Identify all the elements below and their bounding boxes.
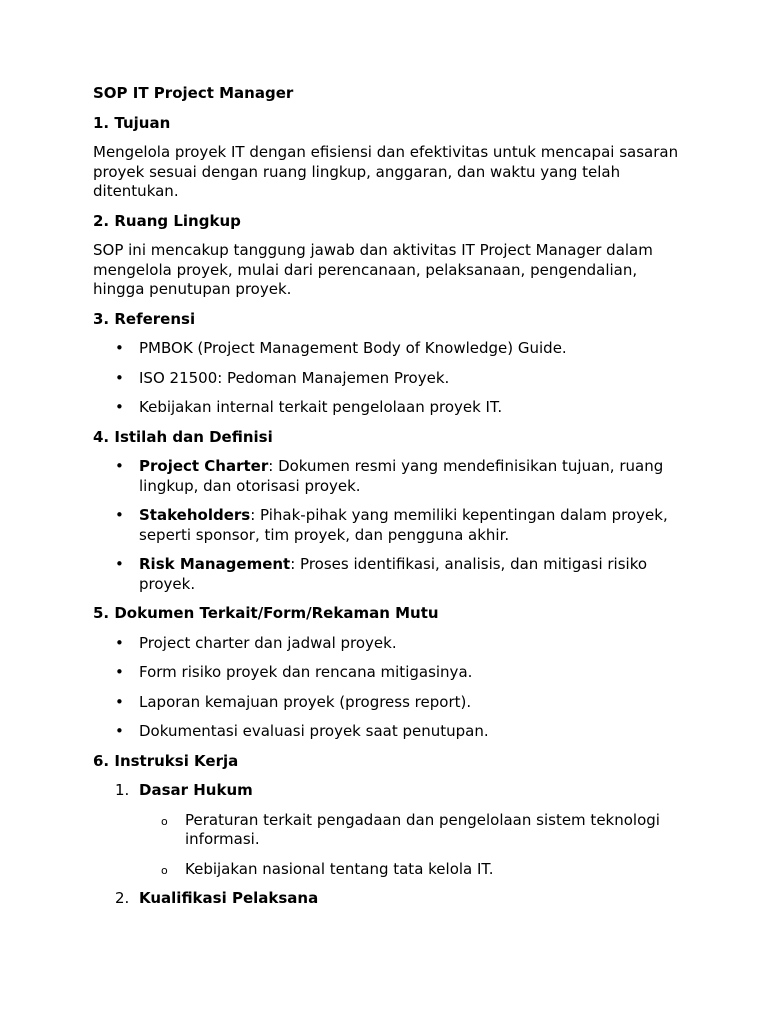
list-item-text: Kebijakan internal terkait pengelolaan proyek IT. xyxy=(139,398,503,416)
list-item xyxy=(93,634,683,654)
bullet-icon: • xyxy=(115,506,124,524)
step-title: Kualifikasi Pelaksana xyxy=(139,889,319,907)
section-heading-tujuan: 1. Tujuan xyxy=(93,113,171,132)
definition-term: Risk Management xyxy=(139,555,291,573)
list-item xyxy=(93,722,683,742)
document-title: SOP IT Project Manager xyxy=(93,84,294,102)
list-item-text: Laporan kemajuan proyek (progress report). xyxy=(139,692,472,711)
section-heading-dokumen: 5. Dokumen Terkait/Form/Rekaman Mutu xyxy=(93,604,439,622)
list-item xyxy=(93,398,683,418)
step-item xyxy=(93,889,683,909)
sub-list-item-text: Kebijakan nasional tentang tata kelola IT. xyxy=(185,859,494,878)
section-heading-referensi: 3. Referensi xyxy=(93,309,196,328)
bullet-icon: • xyxy=(115,368,124,387)
circle-bullet-icon: o xyxy=(161,863,168,877)
sub-list-item xyxy=(139,811,683,850)
definition-text: : Dokumen resmi yang mendefinisikan tujuan, ruang lingkup, dan otorisasi proyek. xyxy=(139,457,664,495)
step-number: 1. xyxy=(115,781,130,799)
list-item xyxy=(93,369,683,389)
instruksi-steps xyxy=(93,781,683,909)
list-item xyxy=(93,693,683,713)
step-number: 2. xyxy=(115,889,130,907)
definition-term: Stakeholders xyxy=(139,506,251,524)
section-heading-ruang-lingkup: 2. Ruang Lingkup xyxy=(93,211,241,230)
list-item xyxy=(93,339,683,359)
definition-item xyxy=(93,555,683,594)
bullet-icon: • xyxy=(115,692,124,711)
document-page xyxy=(93,84,683,919)
list-item xyxy=(93,663,683,683)
definition-item xyxy=(93,506,683,545)
definition-term: Project Charter xyxy=(139,457,269,475)
list-item-text: PMBOK (Project Management Body of Knowledge) Guide. xyxy=(139,339,567,357)
bullet-icon: • xyxy=(115,663,124,681)
sub-list-item-text: Peraturan terkait pengadaan dan pengelolaan sistem teknologi informasi. xyxy=(185,810,660,848)
definition-item xyxy=(93,457,683,496)
section-text-tujuan: Mengelola proyek IT dengan efisiensi dan efektivitas untuk mencapai sasaran proyek sesuai dengan ruang lingkup, anggaran, dan waktu yang telah ditentukan. xyxy=(93,143,679,200)
list-item-text: Dokumentasi evaluasi proyek saat penutupan. xyxy=(139,722,489,740)
section-text-ruang-lingkup: SOP ini mencakup tanggung jawab dan aktivitas IT Project Manager dalam mengelola proyek, mulai dari perencanaan, pelaksanaan, pengendalian, hingga penutupan proyek. xyxy=(93,241,653,298)
bullet-icon: • xyxy=(115,398,124,416)
step-sub-list xyxy=(139,811,683,880)
list-item-text: ISO 21500: Pedoman Manajemen Proyek. xyxy=(139,368,450,387)
definition-text: : Pihak-pihak yang memiliki kepentingan dalam proyek, seperti sponsor, tim proyek, dan pengguna akhir. xyxy=(139,506,668,544)
istilah-list xyxy=(93,457,683,594)
section-heading-istilah: 4. Istilah dan Definisi xyxy=(93,427,273,446)
bullet-icon: • xyxy=(115,633,124,652)
sub-list-item xyxy=(139,860,683,880)
definition-text: : Proses identifikasi, analisis, dan mitigasi risiko proyek. xyxy=(139,555,648,593)
bullet-icon: • xyxy=(115,339,124,357)
circle-bullet-icon: o xyxy=(161,814,168,828)
bullet-icon: • xyxy=(115,457,124,475)
bullet-icon: • xyxy=(115,555,124,573)
referensi-list xyxy=(93,339,683,418)
list-item-text: Form risiko proyek dan rencana mitigasinya. xyxy=(139,663,473,681)
list-item-text: Project charter dan jadwal proyek. xyxy=(139,633,397,652)
section-heading-instruksi: 6. Instruksi Kerja xyxy=(93,751,239,770)
step-title: Dasar Hukum xyxy=(139,781,253,799)
dokumen-list xyxy=(93,634,683,742)
step-item xyxy=(93,781,683,879)
bullet-icon: • xyxy=(115,722,124,740)
